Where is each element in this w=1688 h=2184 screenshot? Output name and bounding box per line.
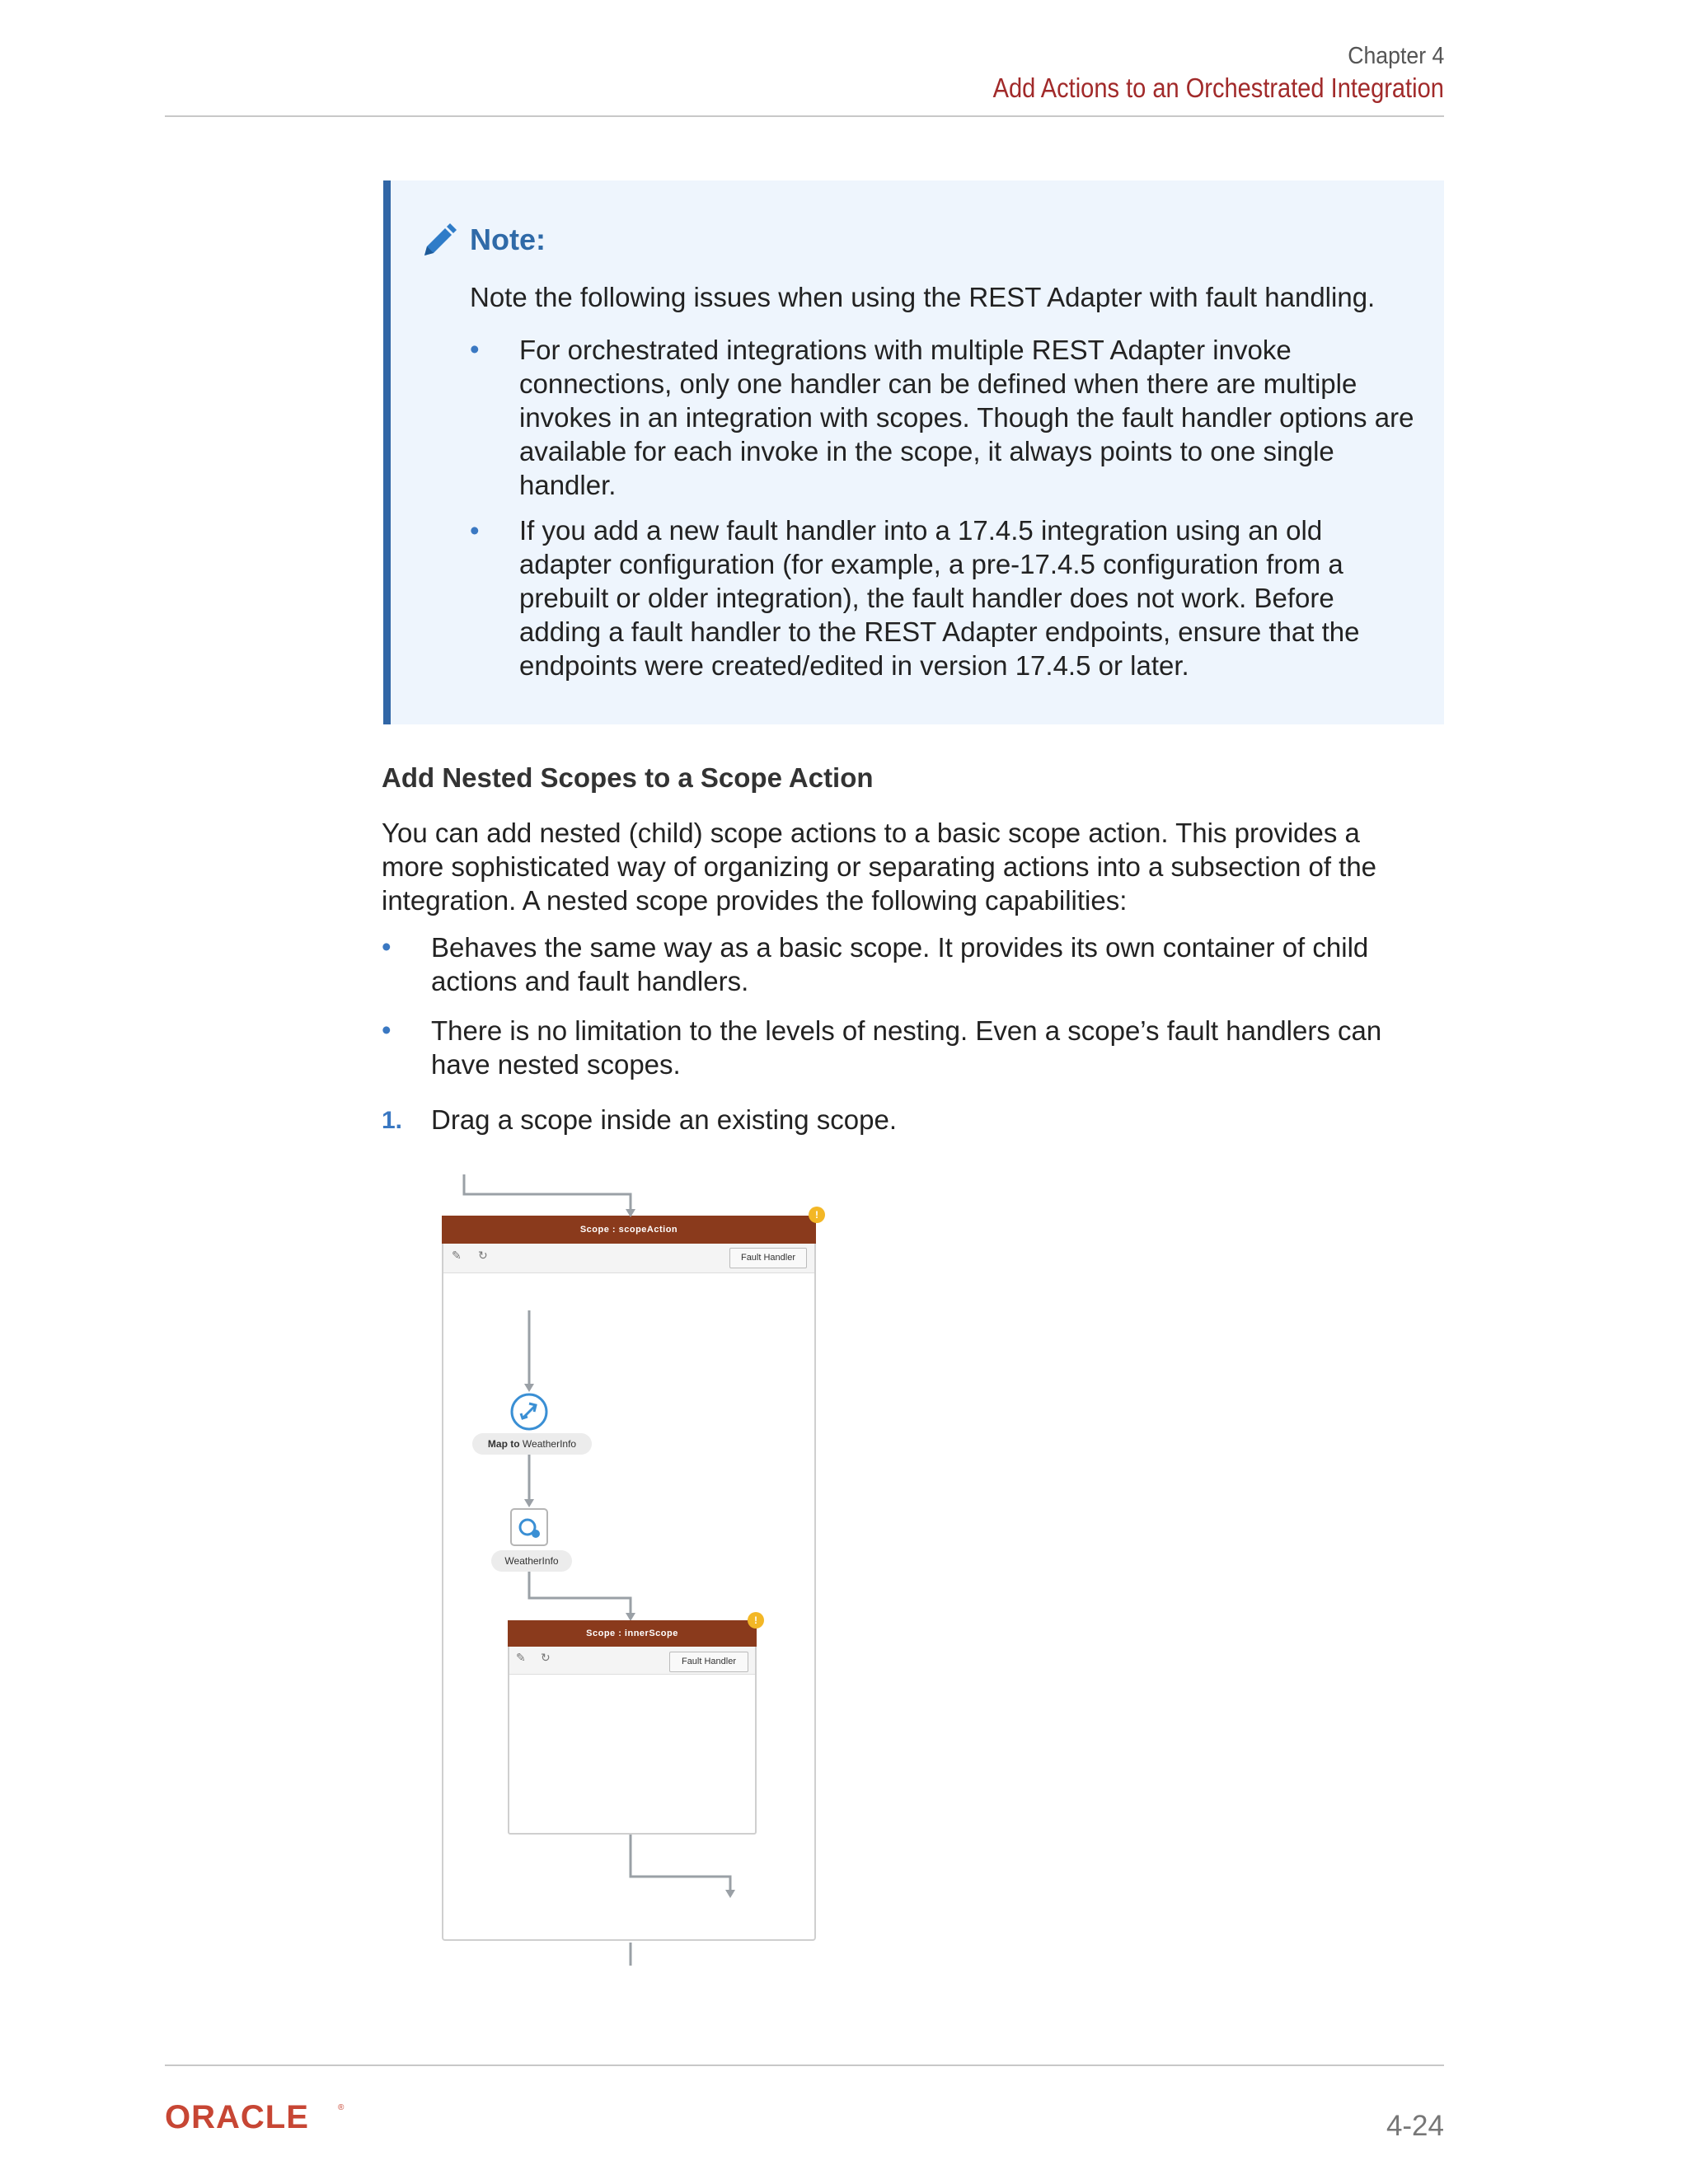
inner-fault-handler-button[interactable]: Fault Handler: [669, 1652, 748, 1672]
section-heading: Add Nested Scopes to a Scope Action: [382, 762, 874, 793]
map-node-label[interactable]: [472, 1433, 592, 1455]
note-item-1: For orchestrated integrations with multiple REST Adapter invoke connections, only one handler can be defined when there are multiple invokes in an integration with scopes. Though the fault handler options are available for each invoke in the scope, it always points to one single handler.: [519, 335, 1414, 500]
footer-divider: [165, 2064, 1444, 2066]
refresh-icon[interactable]: ↻: [478, 1249, 488, 1262]
inner-scope-title[interactable]: Scope : innerScope: [508, 1620, 757, 1647]
warning-icon[interactable]: !: [748, 1612, 764, 1629]
invoke-node-label[interactable]: WeatherInfo: [491, 1550, 572, 1572]
note-bullet-marker: •: [470, 515, 480, 546]
note-bullet-marker: •: [470, 334, 480, 364]
section-paragraph: You can add nested (child) scope actions to a basic scope action. This provides a more sophisticated way of organizing or separating actions into a subsection of the integration. A nested scope provides the following capabilities:: [382, 818, 1377, 916]
map-label-rest: WeatherInfo: [519, 1438, 577, 1450]
capability-item-2: There is no limitation to the levels of nesting. Even a scope’s fault handlers can have nested scopes.: [431, 1015, 1382, 1080]
header-divider: [165, 115, 1444, 117]
step-text: Drag a scope inside an existing scope.: [431, 1104, 897, 1135]
bullet-marker: •: [382, 1015, 392, 1045]
map-label-bold: Map to: [487, 1438, 520, 1450]
chapter-title-link[interactable]: Add Actions to an Orchestrated Integration: [992, 73, 1444, 103]
bullet-marker: •: [382, 931, 392, 962]
pencil-icon: [420, 223, 457, 260]
pin-icon[interactable]: ✎: [452, 1249, 462, 1262]
pin-icon[interactable]: ✎: [516, 1651, 526, 1664]
step-number: 1.: [382, 1107, 403, 1134]
logo-text: ORACLE: [165, 2100, 309, 2133]
oracle-logo: [165, 2100, 348, 2133]
note-title: Note:: [470, 223, 546, 256]
warning-icon[interactable]: !: [809, 1207, 825, 1223]
map-node-icon[interactable]: [509, 1392, 549, 1432]
chapter-label: Chapter 4: [1347, 43, 1444, 69]
capability-item-1: Behaves the same way as a basic scope. It provides its own container of child actions and fault handlers.: [431, 932, 1369, 996]
note-intro: Note the following issues when using the REST Adapter with fault handling.: [470, 282, 1376, 312]
page-number: 4-24: [1386, 2110, 1444, 2142]
note-item-2: If you add a new fault handler into a 17.4.5 integration using an old adapter configuration (for example, a pre-17.4.5 configuration from a prebuilt or older integration), the fault handler does not work. Before adding a fault handler to the REST Adapter endpoints, ensure that the endpoints were created/edited in version 17.4.5 or later.: [519, 515, 1360, 681]
outer-scope-title[interactable]: Scope : scopeAction: [442, 1216, 816, 1244]
invoke-node-icon[interactable]: [509, 1507, 549, 1547]
svg-text:®: ®: [338, 2103, 345, 2112]
flow-connectors: [429, 1158, 841, 1966]
refresh-icon[interactable]: ↻: [541, 1651, 551, 1664]
fault-handler-button[interactable]: Fault Handler: [729, 1248, 807, 1268]
